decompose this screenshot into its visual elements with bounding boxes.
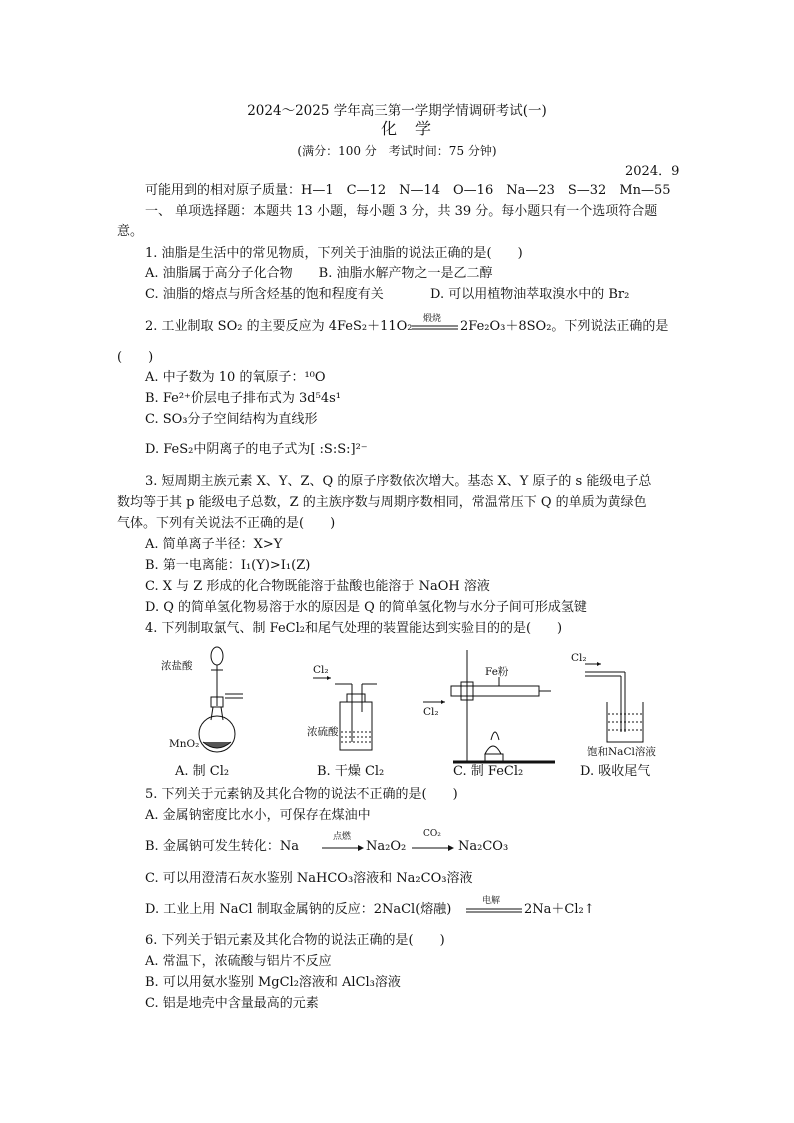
caption-a: A. 制 Cl₂ [175, 764, 230, 779]
q3-option-d: D. Q 的简单氢化物易溶于水的原因是 Q 的简单氢化物与水分子间可形成氢键 [145, 600, 587, 615]
q5-cond-1: 点燃 [333, 832, 352, 842]
label-cl2-c: Cl₂ [423, 706, 439, 718]
atomic-masses: 可能用到的相对原子质量：H—1 C—12 N—14 O—16 Na—23 S—32 Mn—55 [145, 183, 671, 198]
caption-d: D. 吸收尾气 [580, 764, 651, 779]
label-conc-h2so4: 浓硫酸 [307, 726, 339, 738]
q5-final-product: Na₂CO₃ [458, 839, 509, 854]
apparatus-d-beaker [585, 672, 643, 742]
label-nacl-solution: 饱和NaCl溶液 [587, 746, 656, 758]
q5-option-b-pre: B. 金属钠可发生转化：Na [145, 839, 299, 854]
q5-equals-arrow [466, 908, 522, 914]
caption-b: B. 干燥 Cl₂ [317, 764, 385, 779]
q5-arrow-1 [322, 845, 364, 851]
apparatus-a-flask [199, 647, 243, 752]
label-cl2-d: Cl₂ [571, 652, 587, 664]
section-heading: 一、 单项选择题：本题共 13 小题，每小题 3 分，共 39 分。每小题只有一个选项符合题 [145, 204, 658, 219]
q3-line1: 3. 短周期主族元素 X、Y、Z、Q 的原子序数依次增大。基态 X、Y 原子的 s 能级电子总 [145, 474, 652, 489]
q1-stem: 1. 油脂是生活中的常见物质，下列关于油脂的说法正确的是( ) [145, 246, 523, 261]
q6-option-b: B. 可以用氨水鉴别 MgCl₂溶液和 AlCl₃溶液 [145, 975, 401, 990]
exam-date: 2024．9 [625, 164, 680, 179]
caption-c: C. 制 FeCl₂ [453, 764, 524, 779]
label-mno2: MnO₂ [169, 738, 200, 750]
q6-option-c: C. 铝是地壳中含量最高的元素 [145, 996, 319, 1011]
q5-arrow-2 [412, 845, 454, 851]
subject-title: 化学 [380, 119, 449, 138]
label-fe-powder: Fe粉 [485, 666, 509, 678]
label-cl2-b: Cl₂ [313, 664, 329, 676]
q5-option-c: C. 可以用澄清石灰水鉴别 NaHCO₃溶液和 Na₂CO₃溶液 [145, 871, 473, 886]
label-conc-hcl: 浓盐酸 [161, 660, 193, 672]
q5-mid-product: Na₂O₂ [366, 839, 407, 854]
q6-stem: 6. 下列关于铝元素及其化合物的说法正确的是( ) [145, 933, 445, 948]
q5-option-d-pre: D. 工业上用 NaCl 制取金属钠的反应：2NaCl(熔融) [145, 902, 452, 917]
q5-option-d-post: 2Na＋Cl₂↑ [524, 902, 595, 917]
apparatus-b-bottle [335, 684, 377, 750]
q2-stem-b: 2Fe₂O₃＋8SO₂。下列说法正确的是 [460, 319, 669, 334]
q2-option-d: D. FeS₂中阴离子的电子式为[ :S:S:]²⁻ [145, 442, 368, 457]
q3-line2: 数均等于其 p 能级电子总数，Z 的主族序数与周期序数相同，常温常压下 Q 的单质为黄绿色 [117, 495, 647, 510]
q5-stem: 5. 下列关于元素钠及其化合物的说法不正确的是( ) [145, 787, 458, 802]
q2-paren: ( ) [117, 350, 154, 365]
q5-cond-2: CO₂ [423, 829, 441, 839]
q4-apparatus-figure [155, 642, 675, 780]
q2-stem-a: 2. 工业制取 SO₂ 的主要反应为 4FeS₂＋11O₂ [145, 319, 413, 334]
q6-option-a: A. 常温下，浓硫酸与铝片不反应 [145, 954, 332, 969]
exam-meta: (满分：100 分 考试时间：75 分钟) [297, 144, 497, 158]
exam-title: 2024～2025 学年高三第一学期学情调研考试(一) [247, 103, 547, 119]
q5-electrolysis-cond: 电解 [482, 896, 501, 906]
q1-option-d: D. 可以用植物油萃取溴水中的 Br₂ [430, 287, 630, 302]
q5-option-a: A. 金属钠密度比水小，可保存在煤油中 [145, 808, 371, 823]
q3-option-b: B. 第一电离能：I₁(Y)>I₁(Z) [145, 558, 311, 573]
q3-option-c: C. X 与 Z 形成的化合物既能溶于盐酸也能溶于 NaOH 溶液 [145, 579, 490, 594]
q2-option-b: B. Fe²⁺价层电子排布式为 3d⁵4s¹ [145, 391, 341, 406]
q2-option-a: A. 中子数为 10 的氧原子：¹⁰O [145, 370, 326, 385]
q3-option-a: A. 简单离子半径：X>Y [145, 537, 283, 552]
q1-option-c: C. 油脂的熔点与所含烃基的饱和程度有关 [145, 287, 384, 302]
q2-equals-arrow [412, 325, 458, 331]
q2-option-c: C. SO₃分子空间结构为直线形 [145, 412, 318, 427]
q3-line3: 气体。下列有关说法不正确的是( ) [117, 516, 336, 531]
q4-stem: 4. 下列制取氯气、制 FeCl₂和尾气处理的装置能达到实验目的的是( ) [145, 621, 563, 636]
q2-condition: 煅烧 [423, 314, 442, 324]
q1-options-ab: A. 油脂属于高分子化合物 B. 油脂水解产物之一是乙二醇 [145, 266, 493, 281]
section-heading-cont: 意。 [117, 224, 144, 239]
